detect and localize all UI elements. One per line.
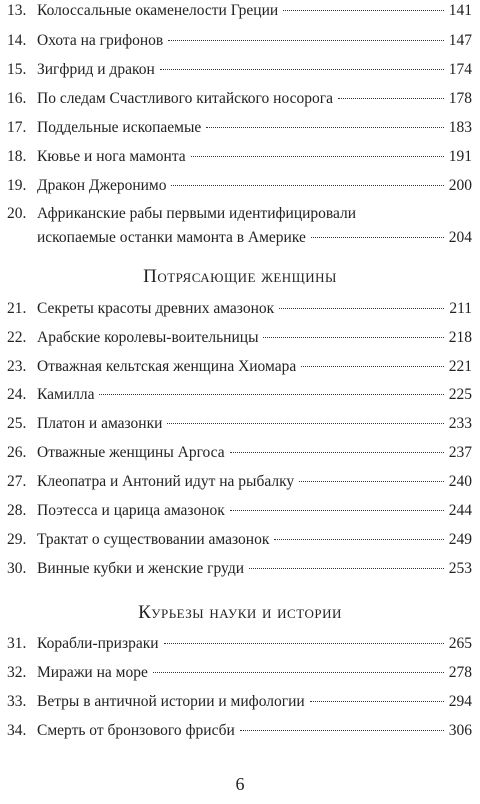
dot-leader: [230, 510, 444, 511]
entry-number: 26.: [7, 444, 27, 461]
toc-entry[interactable]: [7, 634, 472, 654]
dot-leader: [240, 730, 444, 731]
toc-entry[interactable]: [7, 472, 472, 492]
entry-number: 14.: [7, 32, 27, 49]
entry-title-line1: Африканские рабы первыми идентифицировали: [37, 205, 357, 222]
dot-leader: [283, 10, 444, 11]
dot-leader: [299, 481, 444, 482]
entry-page: 278: [448, 664, 472, 681]
entry-number: 13.: [7, 2, 27, 19]
entry-title: Миражи на море: [37, 664, 148, 681]
dot-leader: [164, 643, 444, 644]
dot-leader: [301, 366, 444, 367]
entry-page: 249: [448, 531, 472, 548]
dot-leader: [171, 185, 443, 186]
entry-number: 19.: [7, 177, 27, 194]
entry-page: 141: [448, 2, 472, 19]
dot-leader: [168, 40, 444, 41]
dot-leader: [249, 568, 444, 569]
toc-entry[interactable]: [7, 357, 472, 377]
entry-title: Охота на грифонов: [37, 32, 164, 49]
toc-entry[interactable]: [7, 692, 472, 712]
entry-page: 233: [448, 415, 472, 432]
entry-page: 221: [448, 358, 472, 375]
entry-page: 240: [448, 473, 472, 490]
dot-leader: [206, 127, 444, 128]
toc-entry[interactable]: [7, 176, 472, 196]
entry-page: 183: [448, 119, 472, 136]
entry-page: 178: [448, 90, 472, 107]
entry-page: 211: [449, 300, 472, 317]
entry-page: 191: [448, 148, 472, 165]
entry-number: 24.: [7, 386, 27, 403]
entry-title-line2: ископаемые останки мамонта в Америке: [37, 229, 306, 246]
entry-title: Кювье и нога мамонта: [37, 148, 186, 165]
entry-title: Отважная кельтская женщина Хиомара: [37, 358, 297, 375]
entry-number: 22.: [7, 329, 27, 346]
entry-title: Колоссальные окаменелости Греции: [37, 2, 279, 19]
entry-number: 18.: [7, 148, 27, 165]
entry-title: Клеопатра и Антоний идут на рыбалку: [37, 473, 295, 490]
entry-page: 218: [448, 329, 472, 346]
entry-page: 200: [448, 177, 472, 194]
page-number: 6: [235, 774, 245, 794]
entry-number: 17.: [7, 119, 27, 136]
entry-title: Корабли-призраки: [37, 635, 159, 652]
dot-leader: [338, 98, 444, 99]
dot-leader: [263, 337, 443, 338]
toc-entry[interactable]: [7, 1, 472, 21]
toc-entry[interactable]: [7, 60, 472, 80]
toc-entry[interactable]: [7, 443, 472, 463]
entry-title-line2-row: [37, 228, 472, 248]
entry-title: Дракон Джеронимо: [37, 177, 167, 194]
entry-title: Секреты красоты древних амазонок: [37, 300, 275, 317]
dot-leader: [310, 701, 444, 702]
entry-page: 147: [448, 32, 472, 49]
toc-entry[interactable]: [7, 89, 472, 109]
entry-number: 28.: [7, 502, 27, 519]
dot-leader: [191, 156, 444, 157]
entry-title: Поддельные ископаемые: [37, 119, 202, 136]
entry-title: Арабские королевы-воительницы: [37, 329, 259, 346]
toc-entry[interactable]: [7, 663, 472, 683]
entry-title: Смерть от бронзового фрисби: [37, 722, 235, 739]
entry-title: Поэтесса и царица амазонок: [37, 502, 225, 519]
entry-title: По следам Счастливого китайского носорога: [37, 90, 333, 107]
entry-page: 225: [448, 386, 472, 403]
dot-leader: [153, 672, 444, 673]
toc-entry[interactable]: [7, 118, 472, 138]
toc-entry[interactable]: [7, 385, 472, 405]
entry-number: 15.: [7, 61, 27, 78]
entry-page: 237: [448, 444, 472, 461]
toc-entry[interactable]: [7, 299, 472, 319]
entry-page: 174: [448, 61, 472, 78]
toc-entry[interactable]: [7, 414, 472, 434]
entry-number: 33.: [7, 693, 27, 710]
toc-entry[interactable]: [7, 328, 472, 348]
entry-number: 30.: [7, 560, 27, 577]
toc-entry[interactable]: [7, 204, 472, 248]
entry-number: 23.: [7, 358, 27, 375]
entry-title: Отважные женщины Аргоса: [37, 444, 225, 461]
entry-title: Камилла: [37, 386, 95, 403]
toc-entry[interactable]: [7, 31, 472, 51]
entry-number: 25.: [7, 415, 27, 432]
entry-number: 29.: [7, 531, 27, 548]
entry-page: 244: [448, 502, 472, 519]
entry-page: 253: [448, 560, 472, 577]
entry-number: 21.: [7, 300, 27, 317]
entry-page: 265: [448, 635, 472, 652]
toc-entry[interactable]: [7, 721, 472, 741]
entry-title: Винные кубки и женские груди: [37, 560, 245, 577]
entry-page: 294: [448, 693, 472, 710]
toc-entry[interactable]: [7, 501, 472, 521]
entry-title-block: [37, 204, 472, 248]
dot-leader: [160, 69, 444, 70]
dot-leader: [99, 394, 443, 395]
entry-title: Ветры в античной истории и мифологии: [37, 693, 305, 710]
toc-entry[interactable]: [7, 559, 472, 579]
entry-title: Трактат о существовании амазонок: [37, 531, 270, 548]
entry-page: 204: [448, 229, 472, 246]
entry-title: Зигфрид и дракон: [37, 61, 155, 78]
entry-number: 20.: [7, 205, 27, 222]
entry-number: 27.: [7, 473, 27, 490]
dot-leader: [311, 237, 444, 238]
dot-leader: [167, 423, 443, 424]
entry-number: 16.: [7, 90, 27, 107]
toc-entry[interactable]: [7, 147, 472, 167]
toc-entry[interactable]: [7, 530, 472, 550]
dot-leader: [279, 308, 444, 309]
dot-leader: [230, 452, 444, 453]
section-heading: Потрясающие женщины: [143, 266, 337, 287]
entry-page: 306: [448, 722, 472, 739]
dot-leader: [274, 539, 443, 540]
section-heading: Курьезы науки и истории: [138, 602, 342, 623]
entry-number: 34.: [7, 722, 27, 739]
entry-title: Платон и амазонки: [37, 415, 163, 432]
entry-number: 32.: [7, 664, 27, 681]
entry-number: 31.: [7, 635, 27, 652]
